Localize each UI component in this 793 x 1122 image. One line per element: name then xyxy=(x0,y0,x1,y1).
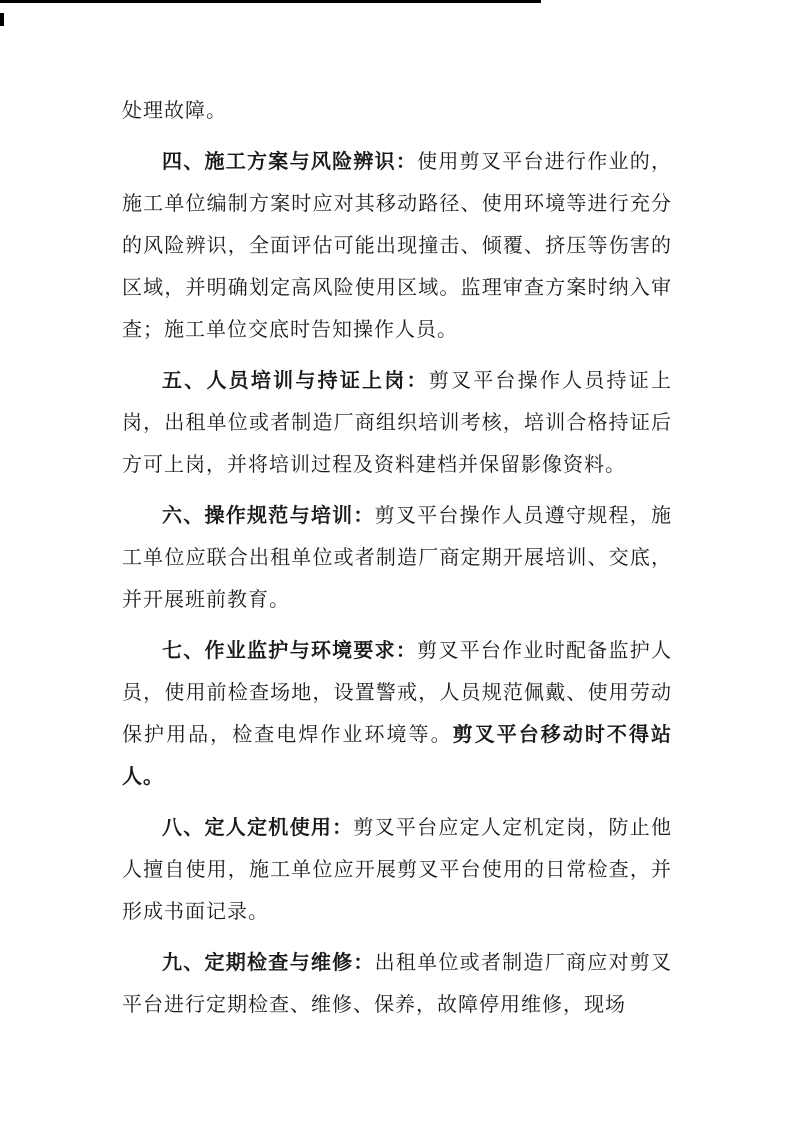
section-heading: 四、施工方案与风险辨识： xyxy=(162,151,418,173)
paragraph-section-8 xyxy=(122,807,672,933)
scan-artifact-top-line xyxy=(0,0,541,3)
body-text: 出租单位或者制造厂商应对剪叉平台进行定期检查、维修、保养，故障停用维修，现场 xyxy=(122,952,673,1016)
body-text: 剪叉平台作业时配备监护人员，使用前检查场地，设置警戒，人员规范佩戴、使用劳动保护用品，检查电焊作业环境等。 xyxy=(122,640,673,746)
section-heading: 六、操作规范与培训： xyxy=(162,505,375,527)
body-text: 剪叉平台操作人员遵守规程，施工单位应联合出租单位或者制造厂商定期开展培训、交底，并开展班前教育。 xyxy=(122,505,673,611)
paragraph-section-7 xyxy=(122,630,672,798)
body-text: 剪叉平台应定人定机定岗，防止他人擅自使用，施工单位应开展剪叉平台使用的日常检查，并形成书面记录。 xyxy=(122,817,673,923)
document-body xyxy=(122,90,672,1035)
section-heading: 五、人员培训与持证上岗： xyxy=(162,370,429,392)
section-heading: 七、作业监护与环境要求： xyxy=(162,640,418,662)
body-text: 剪叉平台操作人员持证上岗，出租单位或者制造厂商组织培训考核，培训合格持证后方可上岗，并将培训过程及资料建档并保留影像资料。 xyxy=(122,370,673,476)
scan-artifact-left-mark xyxy=(0,13,4,26)
paragraph-section-9 xyxy=(122,942,672,1026)
section-heading: 八、定人定机使用： xyxy=(162,817,354,839)
section-heading: 九、定期检查与维修： xyxy=(162,952,375,974)
paragraph-section-4 xyxy=(122,141,672,351)
paragraph-section-5 xyxy=(122,360,672,486)
body-text: 使用剪叉平台进行作业的，施工单位编制方案时应对其移动路径、使用环境等进行充分的风险辨识，全面评估可能出现撞击、倾覆、挤压等伤害的区域，并明确划定高风险使用区域。监理审查方案时纳入审查；施工单位交底时告知操作人员。 xyxy=(122,151,673,341)
body-text: 处理故障。 xyxy=(122,100,227,122)
paragraph-continuation xyxy=(122,90,672,132)
emphasized-text: 剪叉平台移动时不得站人。 xyxy=(122,724,672,788)
paragraph-section-6 xyxy=(122,495,672,621)
